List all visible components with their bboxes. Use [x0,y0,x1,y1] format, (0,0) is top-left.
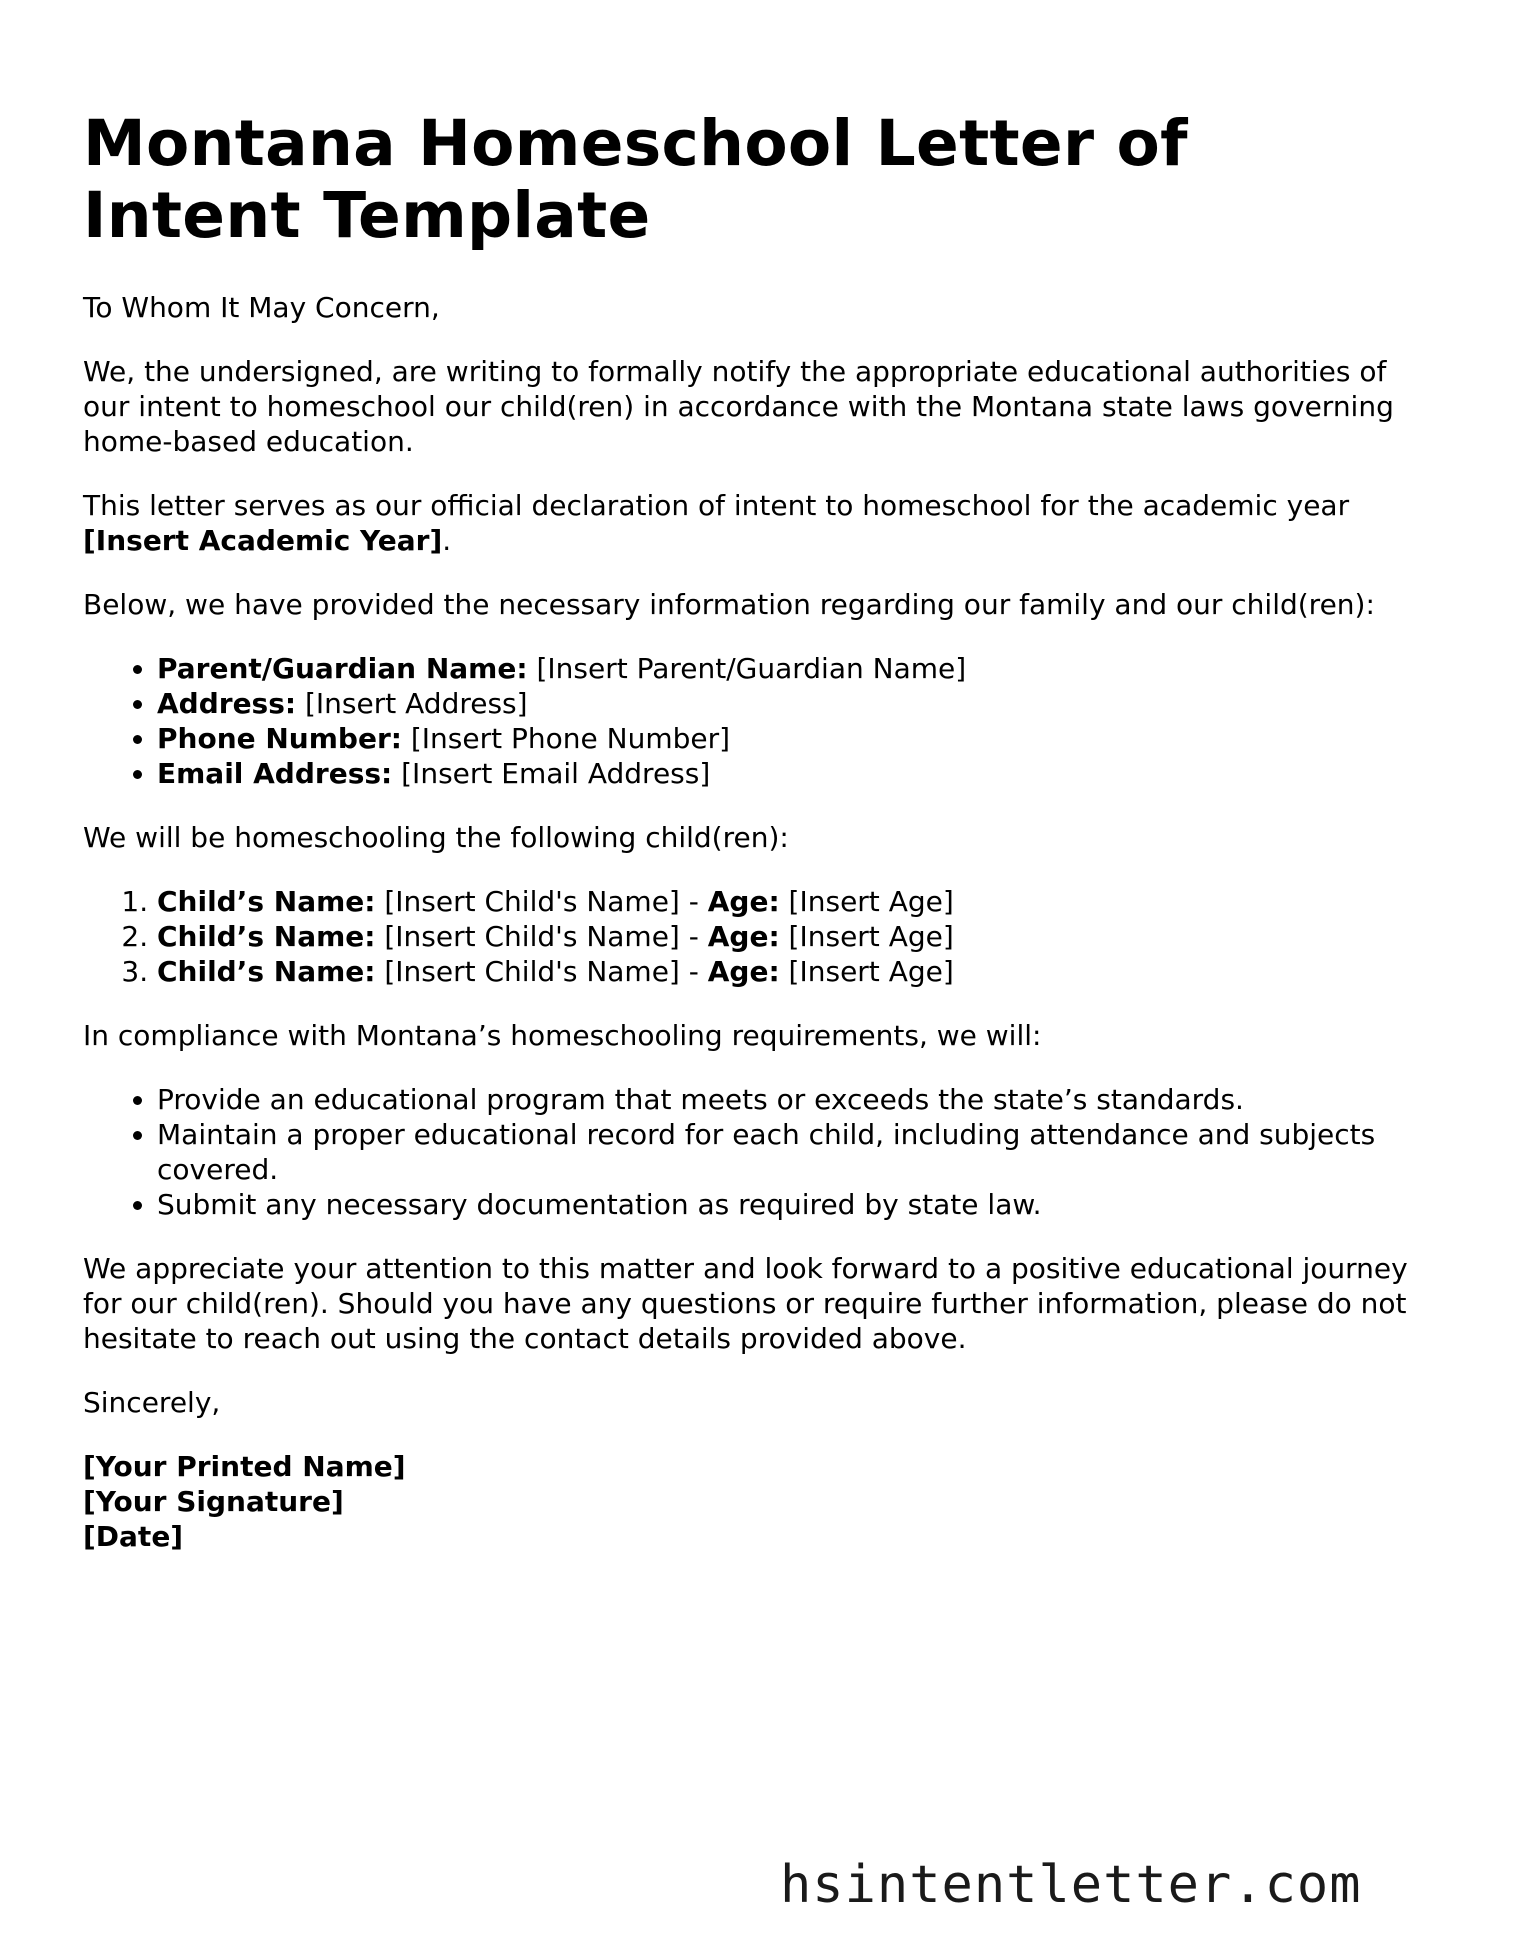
date-placeholder: [Date] [83,1520,184,1553]
printed-name-placeholder: [Your Printed Name] [83,1450,406,1483]
list-item [157,651,1423,686]
field-value: [Insert Address] [296,687,528,720]
child-name-value: [Insert Child's Name] - [375,885,708,918]
compliance-list [83,1082,1423,1222]
child-age-value: [Insert Age] [779,885,954,918]
declaration-end: . [442,524,452,557]
field-label: Email Address: [157,757,393,790]
child-name-label: Child’s Name: [157,920,376,953]
child-age-label: Age: [707,955,780,988]
family-intro: Below, we have provided the necessary information regarding our family and our child(ren): [83,588,1375,621]
child-age-value: [Insert Age] [779,920,954,953]
intro-paragraph: We, the undersigned, are writing to formally notify the appropriate educational authorities of our intent to homeschool our child(ren) in accordance with the Montana state laws governing home-based education. [83,355,1394,458]
list-item [157,721,1423,756]
child-name-value: [Insert Child's Name] - [375,955,708,988]
list-item: • Provide an educational program that meets or exceeds the state’s standards. [157,1082,1423,1117]
signature-placeholder: [Your Signature] [83,1485,344,1518]
list-item [157,884,1423,919]
page-title: Montana Homeschool Letter of Intent Template [83,107,1188,252]
child-name-label: Child’s Name: [157,885,376,918]
declaration-text: This letter serves as our official declaration of intent to homeschool for the academic year [83,489,1350,522]
list-item [157,686,1423,721]
academic-year-placeholder: [Insert Academic Year] [83,524,443,557]
child-name-label: Child’s Name: [157,955,376,988]
list-item [157,756,1423,791]
field-value: [Insert Email Address] [392,757,711,790]
children-intro: We will be homeschooling the following child(ren): [83,821,789,854]
child-age-label: Age: [707,885,780,918]
footer-watermark: hsintentletter.com [780,1855,1362,1915]
signature-block [83,1449,1423,1554]
declaration-paragraph [83,488,1423,558]
child-age-value: [Insert Age] [779,955,954,988]
children-list [83,884,1423,989]
field-label: Parent/Guardian Name: [157,652,528,685]
list-item: • Submit any necessary documentation as required by state law. [157,1187,1423,1222]
list-item [157,919,1423,954]
field-value: [Insert Parent/Guardian Name] [527,652,967,685]
family-info-list [83,651,1423,791]
list-item: • Maintain a proper educational record for each child, including attendance and subjects covered. [157,1117,1423,1187]
field-label: Address: [157,687,297,720]
compliance-intro: In compliance with Montana’s homeschooling requirements, we will: [83,1019,1042,1052]
sign-off: Sincerely, [83,1386,221,1419]
child-age-label: Age: [707,920,780,953]
letter-document [83,108,1423,1554]
child-name-value: [Insert Child's Name] - [375,920,708,953]
field-label: Phone Number: [157,722,402,755]
list-item [157,954,1423,989]
field-value: [Insert Phone Number] [401,722,731,755]
greeting: To Whom It May Concern, [83,291,440,324]
closing-paragraph: We appreciate your attention to this matter and look forward to a positive educational journey for our child(ren). Should you have any questions or require further information, please do not hesitate to reach out using the contact details provided above. [83,1252,1408,1355]
